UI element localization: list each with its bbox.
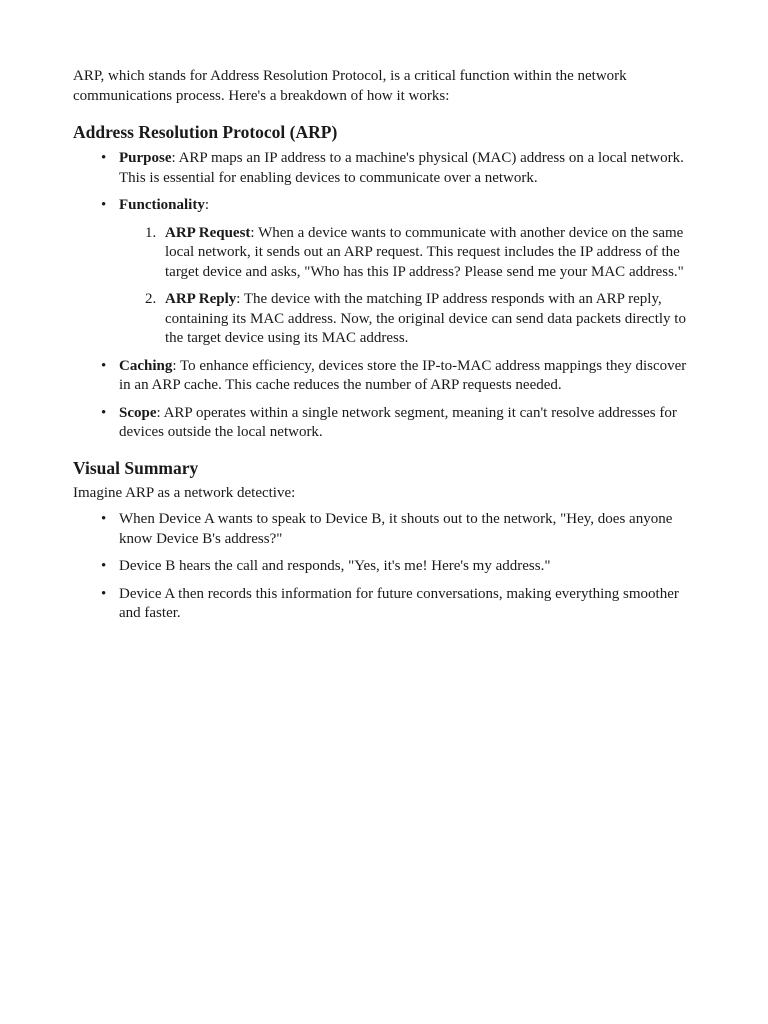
summary-item-text: Device B hears the call and responds, "Yes, it's me! Here's my address." [119, 558, 551, 574]
caching-text: : To enhance efficiency, devices store the IP-to-MAC address mappings they discover in an ARP cache. This cache reduces the number of ARP requests needed. [119, 357, 687, 393]
bullet-icon: • [101, 357, 107, 374]
list-item-scope [101, 404, 697, 443]
term-functionality: Functionality [119, 197, 205, 213]
summary-item-text: Device A then records this information for future conversations, making everything smoother and faster. [119, 585, 679, 621]
list-item-functionality [101, 196, 697, 349]
bullet-icon: • [101, 197, 107, 213]
bullet-icon: • [101, 558, 107, 574]
summary-bullet-list [73, 510, 695, 624]
bullet-icon: • [101, 404, 107, 421]
term-purpose: Purpose [119, 150, 172, 166]
scope-text: : ARP operates within a single network segment, meaning it can't resolve addresses for devices outside the local network. [119, 404, 677, 440]
section-heading-arp: Address Resolution Protocol (ARP) [73, 122, 338, 142]
list-item-arp-request [145, 224, 697, 283]
bullet-icon: • [101, 150, 107, 166]
intro-paragraph: ARP, which stands for Address Resolution Protocol, is a critical function within the network communications process. Here's a breakdown of how it works: [73, 68, 627, 104]
list-item [101, 585, 697, 624]
term-scope: Scope [119, 404, 157, 421]
bullet-icon: • [101, 585, 107, 602]
summary-intro: Imagine ARP as a network detective: [73, 484, 296, 501]
list-item [101, 557, 697, 577]
bullet-icon: • [101, 511, 107, 527]
summary-item-text: When Device A wants to speak to Device B, it shouts out to the network, "Hey, does anyone know Device B's address?" [119, 511, 673, 547]
step-number: 2. [145, 291, 157, 307]
list-item-arp-reply [145, 290, 697, 349]
section-heading-visual-summary: Visual Summary [73, 457, 199, 478]
functionality-text: : [204, 197, 210, 213]
list-item [101, 510, 697, 549]
arp-bullet-list [73, 149, 695, 443]
step-number: 1. [145, 224, 157, 241]
term-arp-request: ARP Request [165, 224, 251, 241]
functionality-steps [119, 224, 697, 349]
term-caching: Caching [119, 357, 173, 374]
list-item-caching [101, 357, 697, 396]
list-item-purpose [101, 149, 697, 188]
purpose-text: : ARP maps an IP address to a machine's physical (MAC) address on a local network. This is essential for enabling devices to communicate over a network. [119, 150, 684, 186]
arp-reply-text: : The device with the matching IP address responds with an ARP reply, containing its MAC address. Now, the original device can send data packets directly to the target device using its MAC address. [165, 291, 686, 346]
term-arp-reply: ARP Reply [165, 291, 237, 307]
arp-request-text: : When a device wants to communicate with another device on the same local network, it sends out an ARP request. This request includes the IP address of the target device and asks, "Who has this IP address? Please send me your MAC address." [165, 224, 684, 280]
